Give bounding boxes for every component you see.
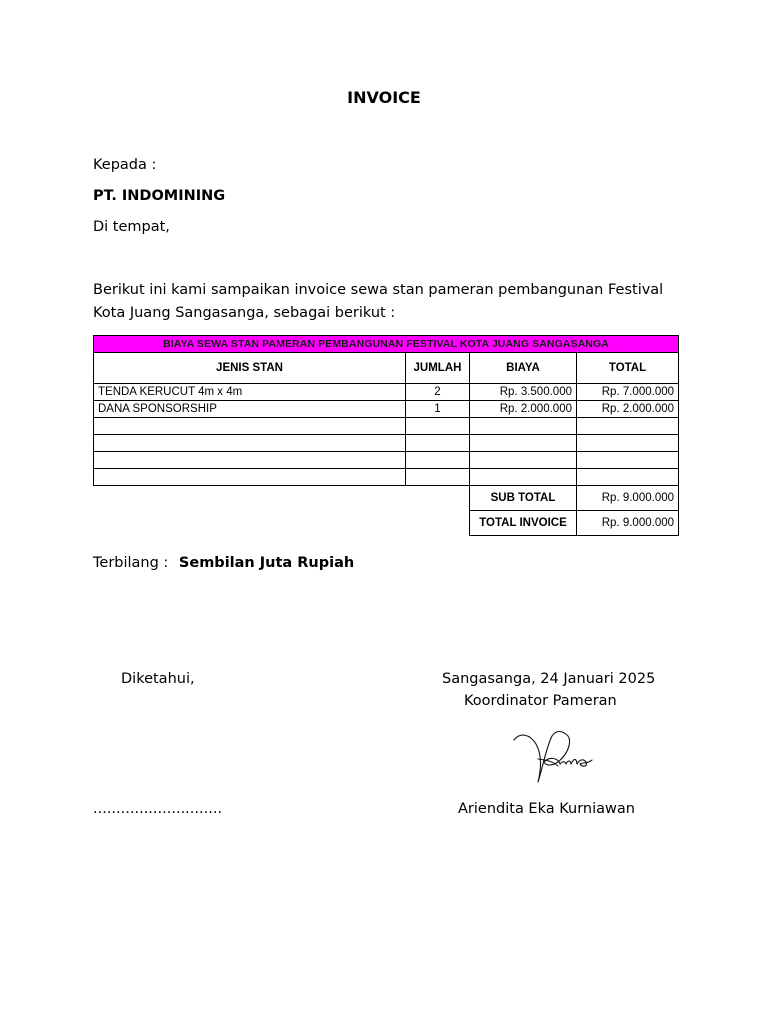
table-row <box>94 401 679 418</box>
amount-words-label: Terbilang : <box>93 555 169 571</box>
recipient-place: Di tempat, <box>93 219 170 235</box>
cell-jumlah <box>406 469 470 486</box>
cell-jumlah: 1 <box>406 401 470 418</box>
known-by-signature-line: ............................ <box>93 801 223 817</box>
total-label: TOTAL INVOICE <box>470 511 577 536</box>
cell-jenis-stan: DANA SPONSORSHIP <box>94 401 406 418</box>
cell-total: Rp. 2.000.000 <box>577 401 679 418</box>
table-row <box>94 418 679 435</box>
total-spacer <box>94 511 470 536</box>
cell-biaya <box>470 435 577 452</box>
table-banner: BIAYA SEWA STAN PAMERAN PEMBANGUNAN FESTIVAL KOTA JUANG SANGASANGA <box>94 336 679 353</box>
cell-jumlah: 2 <box>406 384 470 401</box>
coordinator-role: Koordinator Pameran <box>464 693 617 709</box>
header-total: TOTAL <box>577 353 679 384</box>
invoice-title: INVOICE <box>347 88 421 107</box>
cell-total <box>577 418 679 435</box>
table-row <box>94 469 679 486</box>
cell-biaya: Rp. 3.500.000 <box>470 384 577 401</box>
cell-total: Rp. 7.000.000 <box>577 384 679 401</box>
header-jenis-stan: JENIS STAN <box>94 353 406 384</box>
cell-jenis-stan: TENDA KERUCUT 4m x 4m <box>94 384 406 401</box>
cell-jenis-stan <box>94 452 406 469</box>
handwritten-signature <box>508 726 596 788</box>
table-header-row <box>94 353 679 384</box>
cell-total <box>577 435 679 452</box>
header-jumlah: JUMLAH <box>406 353 470 384</box>
cell-jenis-stan <box>94 469 406 486</box>
table-row <box>94 435 679 452</box>
invoice-table <box>93 335 679 536</box>
recipient-label: Kepada : <box>93 157 157 173</box>
total-row <box>94 511 679 536</box>
cell-total <box>577 452 679 469</box>
table-row <box>94 384 679 401</box>
cell-biaya <box>470 418 577 435</box>
subtotal-label: SUB TOTAL <box>470 486 577 511</box>
intro-line-2: Kota Juang Sangasanga, sebagai berikut : <box>93 305 396 321</box>
subtotal-row <box>94 486 679 511</box>
amount-words <box>93 555 354 571</box>
header-biaya: BIAYA <box>470 353 577 384</box>
coordinator-name: Ariendita Eka Kurniawan <box>458 801 635 817</box>
intro-line-1: Berikut ini kami sampaikan invoice sewa stan pameran pembangunan Festival <box>93 282 664 298</box>
subtotal-spacer <box>94 486 470 511</box>
cell-jumlah <box>406 452 470 469</box>
cell-biaya: Rp. 2.000.000 <box>470 401 577 418</box>
cell-biaya <box>470 452 577 469</box>
amount-words-value: Sembilan Juta Rupiah <box>178 555 355 571</box>
cell-jumlah <box>406 435 470 452</box>
table-banner-row <box>94 336 679 353</box>
place-date: Sangasanga, 24 Januari 2025 <box>442 671 656 687</box>
cell-jenis-stan <box>94 435 406 452</box>
subtotal-value: Rp. 9.000.000 <box>577 486 679 511</box>
recipient-company: PT. INDOMINING <box>93 188 226 204</box>
cell-total <box>577 469 679 486</box>
cell-jumlah <box>406 418 470 435</box>
known-by-label: Diketahui, <box>121 671 195 687</box>
cell-biaya <box>470 469 577 486</box>
table-row <box>94 452 679 469</box>
total-value: Rp. 9.000.000 <box>577 511 679 536</box>
cell-jenis-stan <box>94 418 406 435</box>
